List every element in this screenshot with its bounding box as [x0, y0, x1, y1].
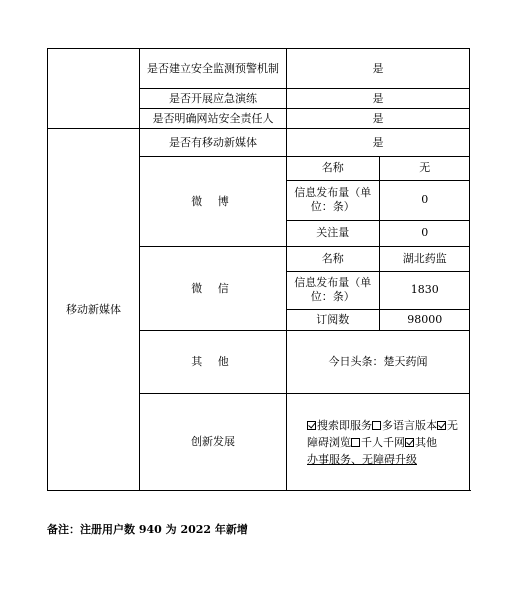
other-text: 办事服务、无障碍升级: [307, 452, 417, 466]
table-row: [287, 157, 470, 180]
row-label: 是否开展应急演练: [140, 89, 287, 109]
row-label: 关注量: [287, 220, 379, 246]
row-label: 是否明确网站安全责任人: [140, 109, 287, 129]
option-search[interactable]: 搜索即服务: [307, 419, 372, 432]
row-label: 信息发布量（单位：条）: [287, 180, 379, 220]
checkbox-checked-icon: [405, 438, 414, 447]
footnote: 备注：注册用户数 940 为 2022 年新增: [47, 523, 248, 536]
checkbox-checked-icon: [437, 421, 446, 430]
row-label: 名称: [287, 157, 379, 180]
table-row: [287, 271, 470, 309]
row-label: 信息发布量（单位：条）: [287, 271, 379, 309]
row-value: 是: [287, 109, 470, 129]
option-multilang[interactable]: 多语言版本: [372, 419, 437, 432]
row-value: 是: [287, 49, 470, 89]
wechat-label: 微 信: [140, 247, 287, 331]
other-label: 其 他: [140, 331, 287, 394]
checkbox-empty-icon: [372, 421, 381, 430]
table-row: [48, 129, 470, 157]
row-label: 是否建立安全监测预警机制: [140, 49, 287, 89]
row-value: 是: [287, 89, 470, 109]
option-personalized[interactable]: 千人千网: [351, 436, 405, 449]
option-accessible[interactable]: 无障碍浏览: [307, 418, 458, 449]
checkbox-empty-icon: [351, 438, 360, 447]
checkbox-checked-icon: [307, 421, 316, 430]
table-row: [287, 247, 470, 271]
table-row: [287, 180, 470, 220]
table-row: [287, 220, 470, 246]
innovation-options: [287, 394, 470, 491]
wechat-details: [287, 247, 470, 331]
row-value: 0: [379, 180, 470, 220]
row-label: 是否有移动新媒体: [140, 129, 287, 157]
row-value: 湖北药监: [379, 247, 470, 271]
row-value: 0: [379, 220, 470, 246]
weibo-subtable: [287, 157, 470, 246]
row-value: 1830: [379, 271, 470, 309]
row-label: 名称: [287, 247, 379, 271]
wechat-subtable: [287, 247, 470, 330]
row-value: 无: [379, 157, 470, 180]
weibo-label: 微 博: [140, 157, 287, 247]
security-section-cell: [48, 49, 140, 129]
table-row: [48, 49, 470, 89]
row-value: 是: [287, 129, 470, 157]
table-row: [287, 309, 470, 330]
row-label: 订阅数: [287, 309, 379, 330]
row-value: 98000: [379, 309, 470, 330]
weibo-details: [287, 157, 470, 247]
innovation-label: 创新发展: [140, 394, 287, 491]
media-section-label: 移动新媒体: [48, 129, 140, 491]
other-value: 今日头条：楚天药闻: [287, 331, 470, 394]
report-table: [47, 48, 470, 491]
option-other[interactable]: 其他: [405, 436, 437, 449]
